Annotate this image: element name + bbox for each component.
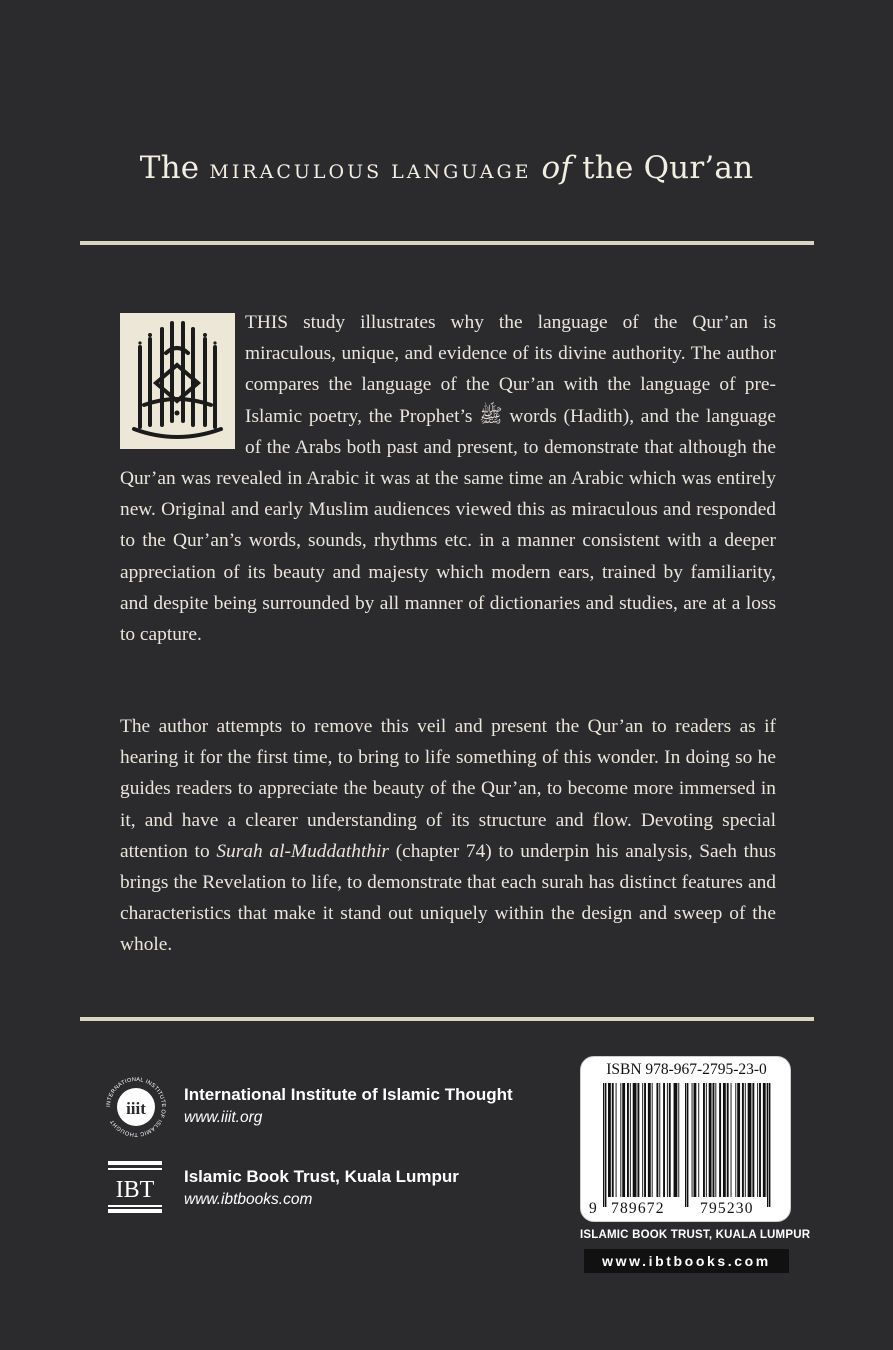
surah-name: Surah al-Muddaththir (216, 840, 389, 862)
barcode-bar (659, 1083, 660, 1197)
barcode-bar (731, 1083, 732, 1197)
ibt-logo (108, 1161, 162, 1220)
barcode-bar (727, 1083, 729, 1197)
barcode-bar (698, 1083, 699, 1197)
bottom-rule (80, 1017, 814, 1021)
barcode-bar (669, 1083, 671, 1197)
barcode-bar (709, 1083, 712, 1197)
barcode-bar (622, 1083, 625, 1197)
book-title: The MIRACULOUS LANGUAGE of the Qur’an (139, 150, 754, 186)
barcode-bar (678, 1083, 679, 1197)
barcode-bar (742, 1083, 744, 1197)
barcode-bar (752, 1083, 754, 1197)
barcode-bar (692, 1083, 693, 1197)
barcode-bar (656, 1083, 658, 1197)
barcode-guard-bar (687, 1083, 688, 1207)
barcode-digits-right: 795230 (700, 1200, 754, 1217)
top-rule (80, 241, 814, 245)
title-italic: of (531, 150, 573, 186)
barcode-bar (748, 1083, 752, 1197)
barcode-bars (581, 1057, 792, 1223)
barcode-bar (652, 1083, 653, 1197)
barcode-bar (719, 1083, 721, 1197)
barcode-bar (706, 1083, 707, 1197)
iiit-ring-text: INTERNATIONAL INSTITUTE OF ISLAMIC THOUGHT (105, 1076, 167, 1138)
barcode-url: www.ibtbooks.com (584, 1249, 789, 1273)
barcode-bar (663, 1083, 665, 1197)
barcode-bar (715, 1083, 716, 1197)
barcode-guard-bar (603, 1083, 604, 1207)
barcode-bar (763, 1083, 766, 1197)
barcode-bar (644, 1083, 646, 1197)
barcode-bar (703, 1083, 705, 1197)
barcode-bar (616, 1083, 617, 1197)
barcode-bar (633, 1083, 637, 1197)
barcode-bar (620, 1083, 621, 1197)
barcode-guard-bar (769, 1083, 770, 1207)
barcode-caption: ISLAMIC BOOK TRUST, KUALA LUMPUR (580, 1229, 811, 1241)
blurb-paragraph-1: THIS study illustrates why the language of the Qur’an is miraculous, unique, and evidence of its divine authority. The author compares the language of the Qur’an with the language of pre-Islamic poetry, the Prophet’s ﷺ words (Hadith), and the language of the Arabs both past and present, to demonstrate that although the Qur’an was revealed in Arabic it was at the same time an Arabic which was entirely new. Original and early Muslim audiences viewed this as miraculous and responded to the Qur’an’s words, sounds, rhythms etc. in a manner consistent with a deeper appreciation of its beauty and majesty which modern ears, trained by familiarity, and despite being surrounded by all manner of dictionaries and studies, are at a loss to capture. (120, 312, 776, 646)
barcode-bar (612, 1083, 614, 1197)
iiit-logo-text: iiit (126, 1099, 146, 1118)
barcode-bar (759, 1083, 761, 1197)
isbn-barcode (580, 1056, 791, 1222)
isbn-label: ISBN 978-967-2795-23-0 (606, 1061, 767, 1078)
barcode-bar (608, 1083, 611, 1197)
barcode-guard-bar (685, 1083, 686, 1207)
barcode-bar (667, 1083, 668, 1197)
barcode-guard-bar (605, 1083, 606, 1207)
publisher-name-iiit: International Institute of Islamic Thought (184, 1085, 513, 1104)
barcode-bar (735, 1083, 736, 1197)
barcode-bar (627, 1083, 629, 1197)
barcode-bar (642, 1083, 643, 1197)
barcode-bar (713, 1083, 715, 1197)
publisher-url-ibt: www.ibtbooks.com (184, 1191, 313, 1208)
barcode-bar (648, 1083, 651, 1197)
barcode-bar (757, 1083, 758, 1197)
barcode-bar (737, 1083, 740, 1197)
barcode-bar (723, 1083, 726, 1197)
blurb-paragraph-2: The author attempts to remove this veil and present the Qur’an to readers as if hearing it for the first time, to bring to life something of this wonder. In doing so he guides readers to appreciate the beauty of the Qur’an, to become more immersed in it, and have a clearer understanding of its structure and flow. Devoting special attention to Surah al-Muddaththir (chapter 74) to underpin his analysis, Saeh thus brings the Revelation to life, to demonstrate that each surah has distinct features and characteristics that make it stand out uniquely within the design and sweep of the whole. (120, 716, 776, 956)
barcode-digits-left: 789672 (611, 1200, 665, 1217)
iiit-logo (104, 1074, 168, 1145)
title-small-caps: MIRACULOUS LANGUAGE (209, 161, 532, 183)
barcode-bar (674, 1083, 678, 1197)
ibt-logo-text: IBT (115, 1177, 155, 1203)
barcode-bar (745, 1083, 746, 1197)
publisher-url-iiit: www.iiit.org (184, 1109, 263, 1126)
barcode-bar (637, 1083, 639, 1197)
publisher-name-ibt: Islamic Book Trust, Kuala Lumpur (184, 1167, 459, 1186)
barcode-bar (630, 1083, 631, 1197)
barcode-digit-first: 9 (589, 1200, 598, 1217)
barcode-bar (767, 1083, 768, 1197)
barcode-bar (694, 1083, 697, 1197)
